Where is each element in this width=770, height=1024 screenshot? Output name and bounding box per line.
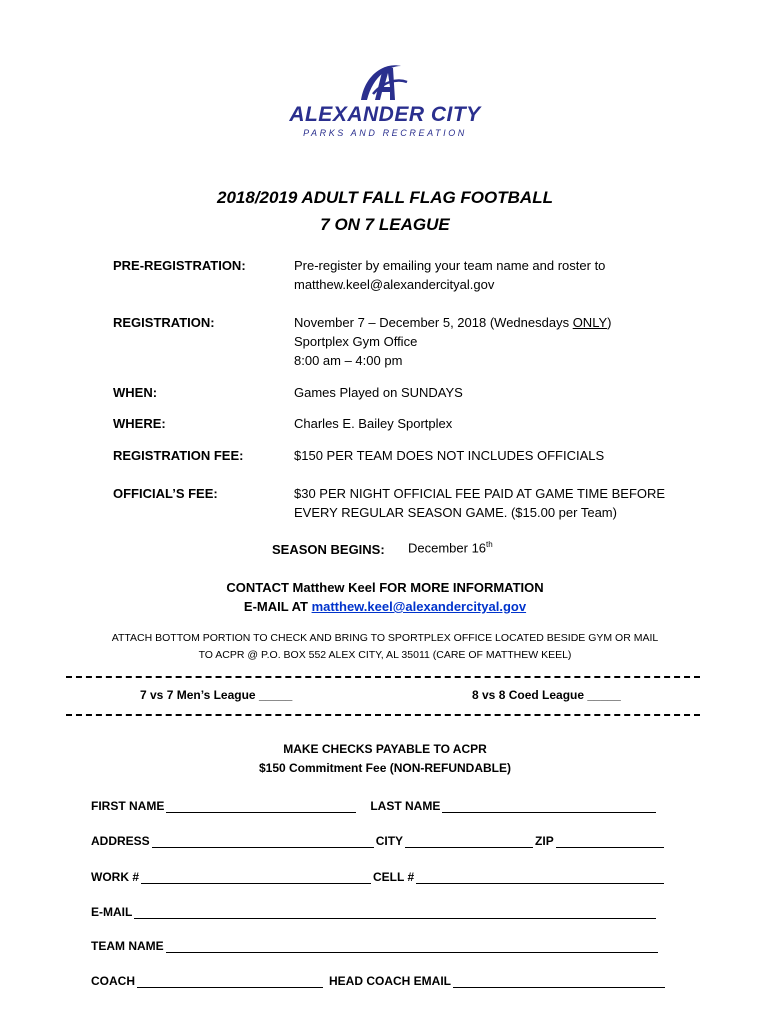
team-name-field[interactable] — [166, 940, 658, 953]
page-subtitle: 7 ON 7 LEAGUE — [320, 215, 450, 234]
work-phone-label: WORK # — [91, 870, 139, 884]
when-label: WHEN: — [113, 385, 158, 400]
registration-label: REGISTRATION: — [113, 315, 215, 330]
first-name-label: FIRST NAME — [91, 799, 165, 813]
head-coach-email-field[interactable] — [453, 975, 665, 988]
coed-league-option[interactable]: 8 vs 8 Coed League _____ — [472, 688, 621, 702]
email-label: E-MAIL — [91, 905, 133, 919]
mens-league-option[interactable]: 7 vs 7 Men’s League _____ — [140, 688, 293, 702]
city-field[interactable] — [405, 835, 533, 848]
form-row-name — [91, 799, 658, 813]
cut-line-bottom — [66, 714, 700, 716]
zip-label: ZIP — [535, 834, 554, 848]
alexander-city-logo-icon — [355, 60, 411, 106]
first-name-field[interactable] — [166, 800, 356, 813]
contact-line: CONTACT Matthew Keel FOR MORE INFORMATION — [226, 580, 544, 595]
officials-fee-value — [294, 484, 665, 522]
commitment-fee: $150 Commitment Fee (NON-REFUNDABLE) — [258, 761, 512, 775]
when-value: Games Played on SUNDAYS — [294, 385, 463, 400]
email-field[interactable] — [134, 906, 656, 919]
cell-phone-label: CELL # — [373, 870, 415, 884]
attach-instructions-1: ATTACH BOTTOM PORTION TO CHECK AND BRING TO SPORTPLEX OFFICE LOCATED BESIDE GYM OR MAIL — [111, 632, 659, 644]
head-coach-email-label: HEAD COACH EMAIL — [329, 974, 451, 988]
coach-label: COACH — [91, 974, 135, 988]
logo-subtitle: PARKS AND RECREATION — [303, 128, 467, 138]
work-phone-field[interactable] — [141, 871, 371, 884]
registration-value — [294, 313, 611, 370]
where-label: WHERE: — [113, 416, 166, 431]
address-field[interactable] — [152, 835, 374, 848]
form-row-phone — [91, 870, 666, 884]
prereg-line-1: Pre-register by emailing your team name and roster to — [294, 258, 606, 273]
address-label: ADDRESS — [91, 834, 150, 848]
officials-fee-line-1: $30 PER NIGHT OFFICIAL FEE PAID AT GAME TIME BEFORE — [294, 486, 666, 501]
form-row-email — [91, 905, 658, 919]
registration-fee-label: REGISTRATION FEE: — [113, 448, 244, 463]
cut-line-top — [66, 676, 700, 678]
cell-phone-field[interactable] — [416, 871, 664, 884]
registration-line-2: Sportplex Gym Office — [294, 334, 418, 349]
last-name-field[interactable] — [442, 800, 656, 813]
coach-field[interactable] — [137, 975, 323, 988]
zip-field[interactable] — [556, 835, 664, 848]
contact-email-line: E-MAIL AT matthew.keel@alexandercityal.gov — [243, 599, 527, 614]
season-begins-value: December 16th — [408, 540, 493, 556]
form-row-address — [91, 834, 666, 848]
payable-to: MAKE CHECKS PAYABLE TO ACPR — [283, 742, 487, 756]
officials-fee-line-2: EVERY REGULAR SEASON GAME. ($15.00 per Team) — [294, 505, 617, 520]
season-begins-label: SEASON BEGINS: — [272, 542, 385, 557]
last-name-label: LAST NAME — [370, 799, 441, 813]
attach-instructions-2: TO ACPR @ P.O. BOX 552 ALEX CITY, AL 35011 (CARE OF MATTHEW KEEL) — [198, 649, 572, 661]
where-value: Charles E. Bailey Sportplex — [294, 416, 453, 431]
page-title: 2018/2019 ADULT FALL FLAG FOOTBALL — [217, 188, 553, 207]
prereg-label: PRE-REGISTRATION: — [113, 258, 246, 273]
form-row-team — [91, 939, 660, 953]
prereg-value — [294, 256, 605, 294]
registration-fee-value: $150 PER TEAM DOES NOT INCLUDES OFFICIALS — [294, 448, 605, 463]
contact-email-link[interactable]: matthew.keel@alexandercityal.gov — [311, 599, 527, 614]
logo-name: ALEXANDER CITY — [289, 103, 481, 126]
officials-fee-label: OFFICIAL’S FEE: — [113, 486, 218, 501]
registration-line-3: 8:00 am – 4:00 pm — [294, 353, 403, 368]
registration-line-1: November 7 – December 5, 2018 (Wednesdays ONLY) — [294, 315, 612, 330]
city-label: CITY — [375, 834, 404, 848]
form-row-coach — [91, 974, 667, 988]
team-name-label: TEAM NAME — [91, 939, 164, 953]
prereg-line-2: matthew.keel@alexandercityal.gov — [294, 277, 495, 292]
